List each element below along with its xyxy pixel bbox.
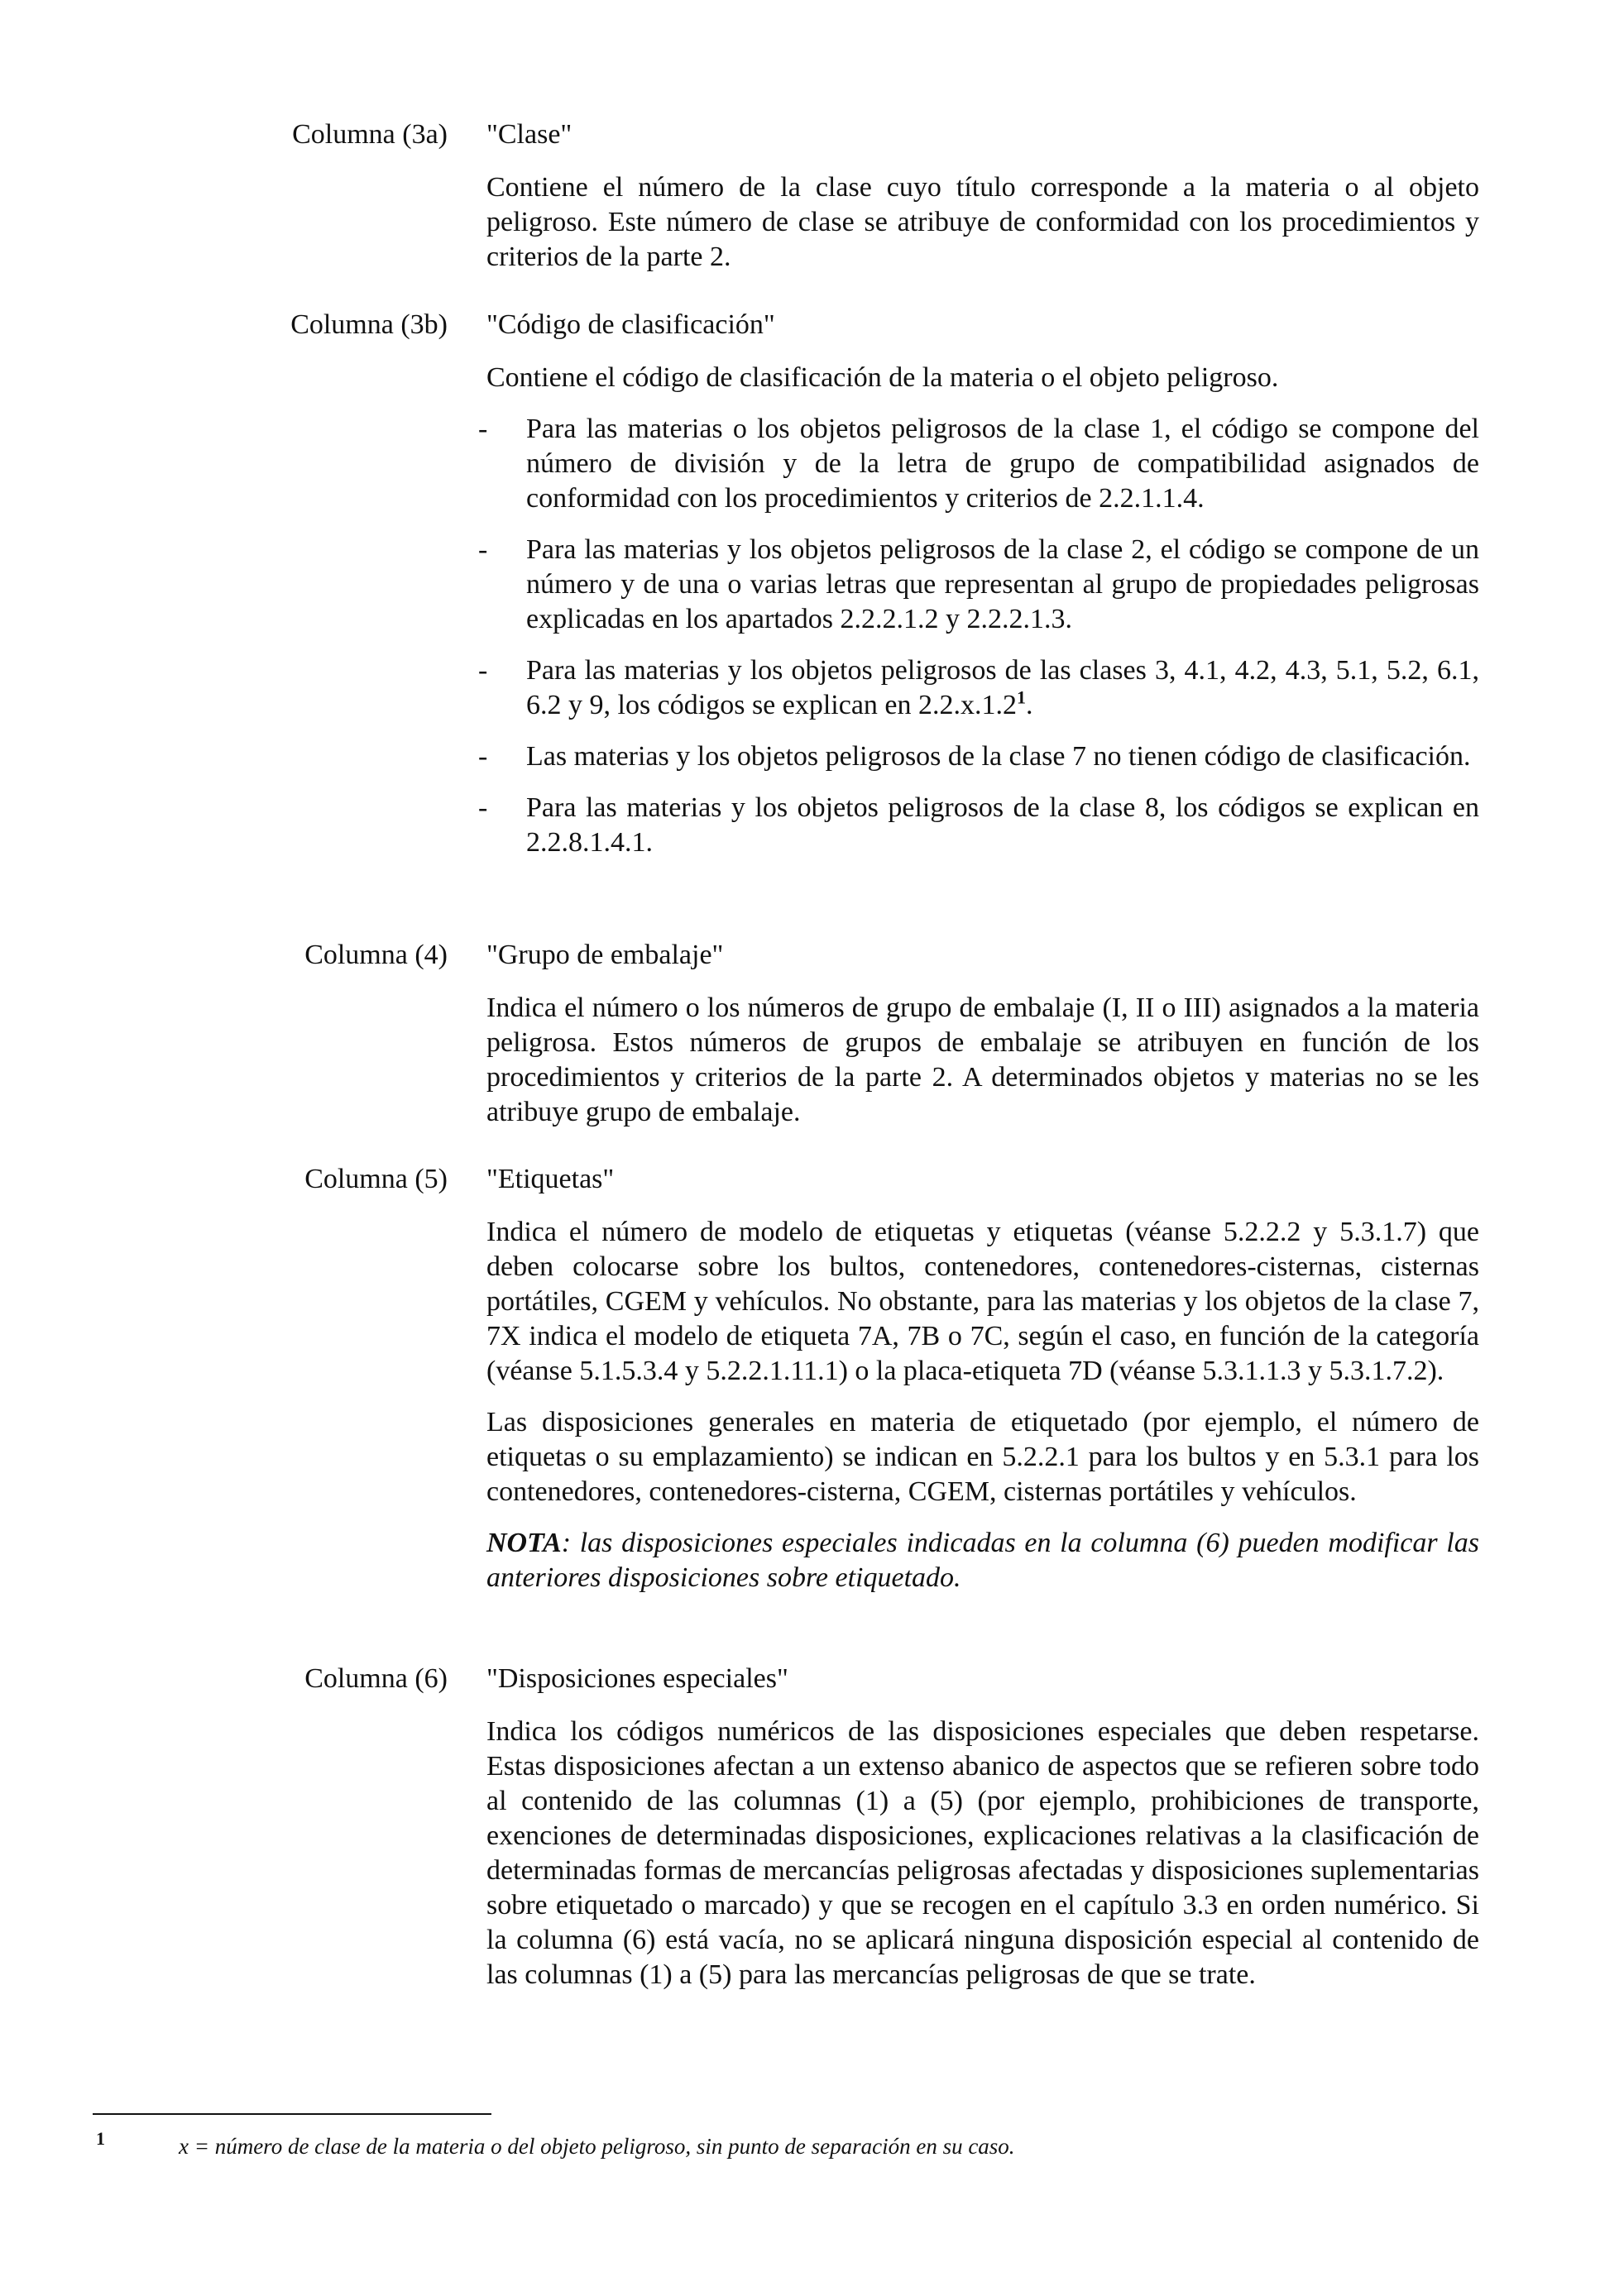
paragraph: Contiene el código de clasificación de la materia o el objeto peligroso. xyxy=(486,362,1279,393)
note-label: NOTA xyxy=(486,1528,562,1558)
list-item xyxy=(478,739,1479,774)
dash-bullet: - xyxy=(478,792,488,823)
note-colon: : xyxy=(561,1528,572,1558)
entry-content xyxy=(486,117,1479,291)
column-label: Columna (3a) xyxy=(292,119,448,150)
column-label: Columna (5) xyxy=(304,1164,448,1194)
footnote-separator xyxy=(93,2113,491,2115)
list-item-text: Para las materias y los objetos peligrosos de la clase 2, el código se compone de un número y de una o varias letras que representan al grupo de propiedades peligrosas explicadas en los apartados 2.2.2.1.2 y 2.2.2.1.3. xyxy=(526,534,1479,634)
paragraph: Indica el número de modelo de etiquetas y etiquetas (véanse 5.2.2.2 y 5.3.1.7) que deben colocarse sobre los bultos, contenedores, contenedores-cisternas, cisternas portátiles, CGEM y vehículos. No obstante, para las materias y los objetos de la clase 7, 7X indica el modelo de etiqueta 7A, 7B o 7C, según el caso, en función de la categoría (véanse 5.1.5.3.4 y 5.2.2.1.11.1) o la placa-etiqueta 7D (véanse 5.3.1.1.3 y 5.3.1.7.2). xyxy=(486,1217,1479,1386)
bullet-list xyxy=(478,412,1479,860)
entry-content xyxy=(486,1662,1479,2009)
entry-heading: "Clase" xyxy=(486,119,572,150)
paragraph: Contiene el número de la clase cuyo título corresponde a la materia o al objeto peligroso. Este número de clase se atribuye de conformidad con los procedimientos y criterios de la parte 2. xyxy=(486,172,1479,272)
dash-bullet: - xyxy=(478,534,488,565)
list-item xyxy=(478,653,1479,723)
paragraph: Indica los códigos numéricos de las disposiciones especiales que deben respetarse. Estas disposiciones afectan a un extenso abanico de aspectos que se refieren sobre todo al contenido de las columnas (1) a (5) (por ejemplo, prohibiciones de transporte, exenciones de determinadas disposiciones, explicaciones relativas a la clasificación de determinadas formas de mercancías peligrosas afectadas y disposiciones suplementarias sobre etiquetado o marcado) y que se recogen en el capítulo 3.3 en orden numérico. Si la columna (6) está vacía, no se aplicará ninguna disposición especial al contenido de las columnas (1) a (5) para las mercancías peligrosas de que se trate. xyxy=(486,1716,1479,1990)
note-text: las disposiciones especiales indicadas en la columna (6) pueden modificar las anteriores disposiciones sobre etiquetado. xyxy=(486,1528,1479,1593)
dash-bullet: - xyxy=(478,741,488,772)
list-item-text: Para las materias y los objetos peligrosos de la clase 8, los códigos se explican en 2.2.8.1.4.1. xyxy=(526,792,1479,858)
list-item-text: Para las materias o los objetos peligrosos de la clase 1, el código se compone del número de división y de la letra de grupo de compatibilidad asignados de conformidad con los procedimientos y criterios de 2.2.1.1.4. xyxy=(526,414,1479,514)
entry-heading: "Grupo de embalaje" xyxy=(486,940,724,970)
list-item xyxy=(478,412,1479,516)
list-item-text: Las materias y los objetos peligrosos de la clase 7 no tienen código de clasificación. xyxy=(526,741,1471,772)
entry-heading: "Código de clasificación" xyxy=(486,309,775,340)
column-label: Columna (3b) xyxy=(290,309,448,340)
list-item xyxy=(478,533,1479,637)
list-item-suffix: . xyxy=(1026,690,1033,720)
footnote-text: x = número de clase de la materia o del objeto peligroso, sin punto de separación en su caso. xyxy=(179,2134,1015,2159)
column-label: Columna (6) xyxy=(304,1663,448,1694)
entry-content xyxy=(486,938,1479,1146)
entry-heading: "Disposiciones especiales" xyxy=(486,1663,788,1694)
list-item-text: Para las materias y los objetos peligrosos de las clases 3, 4.1, 4.2, 4.3, 5.1, 5.2, 6.1, 6.2 y 9, los códigos se explican en 2.2.x.1.2 xyxy=(526,655,1479,720)
dash-bullet: - xyxy=(478,414,488,444)
footnote-reference: 1 xyxy=(1017,686,1027,708)
footnote-number: 1 xyxy=(96,2128,105,2149)
entry-content xyxy=(486,1162,1479,1595)
list-item xyxy=(478,791,1479,860)
entry-content xyxy=(478,308,1479,877)
note xyxy=(486,1526,1479,1595)
paragraph: Las disposiciones generales en materia de etiquetado (por ejemplo, el número de etiquetas o su emplazamiento) se indican en 5.2.2.1 para los bultos y en 5.3.1 para los contenedores, contenedores-cisterna, CGEM, cisternas portátiles y vehículos. xyxy=(486,1407,1479,1507)
entry-heading: "Etiquetas" xyxy=(486,1164,615,1194)
paragraph: Indica el número o los números de grupo de embalaje (I, II o III) asignados a la materia peligrosa. Estos números de grupos de embalaje se atribuyen en función de los procedimientos y criterios de la parte 2. A determinados objetos y materias no se les atribuye grupo de embalaje. xyxy=(486,993,1479,1127)
dash-bullet: - xyxy=(478,655,488,686)
column-label: Columna (4) xyxy=(304,940,448,970)
